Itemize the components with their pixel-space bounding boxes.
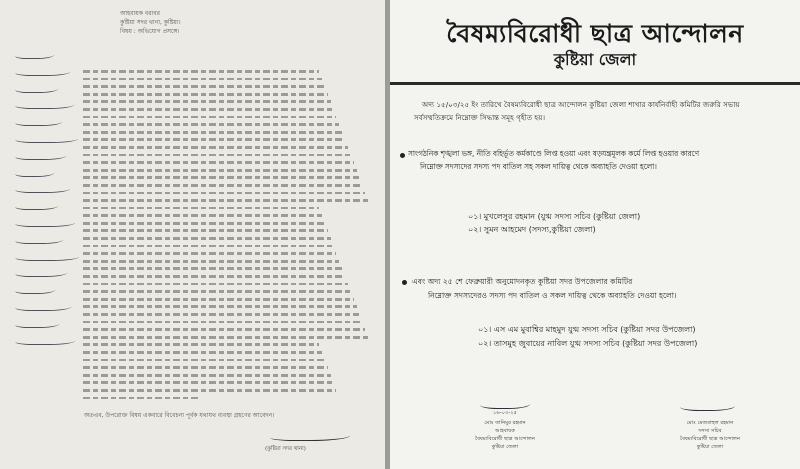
- illegible-text-line: [83, 397, 198, 400]
- illegible-text-line: [83, 138, 345, 141]
- illegible-text-line: [83, 313, 359, 316]
- handwritten-note-line: [14, 199, 61, 210]
- handwritten-note-line: [14, 283, 57, 294]
- illegible-text-line: [83, 222, 325, 225]
- illegible-text-line: [83, 78, 322, 81]
- handwritten-note-line: [14, 98, 76, 109]
- handwritten-note-line: [14, 132, 81, 143]
- illegible-text-line: [83, 381, 334, 384]
- handwritten-note-line: [14, 300, 74, 311]
- signer-district: কুষ্টিয়া জেলা: [491, 444, 519, 450]
- illegible-text-line: [83, 389, 336, 392]
- illegible-text-line: [83, 169, 357, 172]
- illegible-text-line: [83, 374, 331, 377]
- illegible-text-line: [83, 123, 339, 126]
- illegible-text-line: [83, 207, 319, 210]
- handwritten-margin-notes: [16, 48, 86, 350]
- illegible-text-line: [83, 283, 348, 286]
- illegible-text-line: [83, 245, 334, 248]
- letter-body-text: [83, 70, 371, 404]
- expelled-member: ০২। সুমন আহমেদ (সদস্য,কুষ্টিয়া জেলা): [468, 225, 596, 234]
- illegible-text-line: [83, 298, 354, 301]
- handwritten-note-line: [14, 48, 56, 59]
- illegible-text-line: [83, 161, 354, 164]
- signer-name: মোঃ মেজবাহুল রহমান: [686, 420, 734, 426]
- illegible-text-line: [83, 229, 328, 232]
- signer-role: আহবায়ক: [495, 428, 515, 434]
- section-1-text: নিম্নোক্ত সদস্যদের সদস্য পদ বাতিল সহ সকল দায়িত্ব থেকে অব্যাহতি দেওয়া হলো।: [420, 162, 657, 171]
- illegible-text-line: [83, 237, 331, 240]
- illegible-text-line: [83, 192, 365, 195]
- bullet-icon: [400, 153, 405, 158]
- illegible-text-line: [83, 305, 357, 308]
- letter-signature-caption: (কুষ্টিয়া সদর থানা): [265, 446, 306, 452]
- member-secretary-signature: [680, 400, 735, 411]
- handwritten-note-line: [14, 182, 73, 193]
- illegible-text-line: [83, 290, 351, 293]
- header-rule: [390, 82, 800, 85]
- handwritten-note-line: [14, 250, 81, 261]
- illegible-text-line: [83, 336, 368, 339]
- illegible-text-line: [83, 359, 325, 362]
- illegible-text-line: [83, 131, 342, 134]
- handwritten-note-line: [14, 65, 72, 76]
- illegible-text-line: [83, 275, 345, 278]
- illegible-text-line: [83, 260, 339, 263]
- expelled-member: ০১। এস এম মুবাশ্বির মাহমুদ যুগ্ম সদস্য সচিব (কুষ্টিয়া সদর উপজেলা): [478, 325, 696, 334]
- section-1-text: সাংগঠনিক শৃঙ্খলা ভঙ্গ, নীতি বহির্ভূত কর্মকাণ্ডে লিপ্ত হওয়া এবং ষড়যন্ত্রমূলক কর্মে লিপ্ত হওয়ার কারণে: [408, 149, 700, 158]
- signer-org: বৈষম্যবিরোধী ছাত্র আন্দোলন: [680, 436, 740, 442]
- org-title: বৈষম্যবিরোধী ছাত্র আন্দোলন: [446, 19, 744, 48]
- bullet-icon: [402, 280, 407, 285]
- illegible-text-line: [83, 214, 322, 217]
- letter-closing: অতএব, উপরোক্ত বিষয় একবারে বিবেচনা পূর্বক যথাযথ ব্যবস্থা গ্রহণের আবেদন।: [84, 412, 275, 419]
- signer-name: মোঃ তানিমুর রহমান: [484, 420, 526, 426]
- illegible-text-line: [83, 328, 365, 331]
- letter-address-line: আহবায়ক বরাবর: [120, 10, 160, 17]
- illegible-text-line: [83, 146, 348, 149]
- complaint-letter-photo: [0, 0, 385, 469]
- handwritten-note-line: [14, 149, 69, 160]
- illegible-text-line: [83, 267, 342, 270]
- illegible-text-line: [83, 351, 322, 354]
- signature-date: ১৬-০৩-২৫: [493, 410, 517, 416]
- section-2-text: নিম্নোক্ত সদস্যদেরও সদস্য পদ বাতিল ও সকল দায়িত্ব থেকে অব্যাহতি দেওয়া হলো।: [428, 291, 677, 300]
- illegible-text-line: [83, 184, 362, 187]
- expelled-member: ০১। মুখলেসুর রহমান (যুগ্ম সদস্য সচিব (কুষ্টিয়া জেলা): [468, 212, 641, 221]
- handwritten-note-line: [14, 317, 62, 328]
- letter-signature: [270, 430, 350, 441]
- letter-address-line: কুষ্টিয়া সদর থানা, কুষ্টিয়া।: [120, 19, 181, 26]
- handwritten-note-line: [14, 216, 77, 227]
- illegible-text-line: [83, 70, 319, 73]
- illegible-text-line: [83, 108, 334, 111]
- illegible-text-line: [83, 176, 359, 179]
- illegible-text-line: [83, 154, 351, 157]
- convener-signature: [480, 398, 530, 409]
- expelled-member: ০২। তাসমুহ জুবায়ের নাবিল যুগ্ম সদস্য সচিব (কুষ্টিয়া সদর উপজেলা): [478, 339, 698, 348]
- illegible-text-line: [83, 93, 328, 96]
- handwritten-note-line: [14, 266, 69, 277]
- signer-role: সদস্য সচিব: [698, 428, 722, 434]
- signer-org: বৈষম্যবিরোধী ছাত্র আন্দোলন: [475, 436, 535, 442]
- letter-subject-line: বিষয় : অভিযোগ প্রসঙ্গে।: [120, 28, 180, 35]
- signer-district: কুষ্টিয়া জেলা: [696, 444, 724, 450]
- illegible-text-line: [83, 116, 336, 119]
- illegible-text-line: [83, 366, 328, 369]
- handwritten-note-line: [14, 82, 60, 93]
- illegible-text-line: [83, 252, 336, 255]
- illegible-text-line: [83, 321, 362, 324]
- illegible-text-line: [83, 85, 325, 88]
- handwritten-note-line: [14, 334, 78, 345]
- section-2-text: এবং অদ্য ২৫ শে ফেব্রুয়ারী অনুমোদনকৃত কুষ্টিয়া সদর উপজেলার কমিটির: [412, 277, 633, 286]
- intro-text: অদ্য ১৫/০৩/২৫ ইং তারিখে বৈষম্যবিরোধী ছাত্র আন্দোলন কুষ্টিয়া জেলা শাখার কার্যনির্বাহী কমিটির জরুরি সভায়: [422, 100, 740, 109]
- handwritten-note-line: [14, 115, 64, 126]
- handwritten-note-line: [14, 233, 65, 244]
- handwritten-note-line: [14, 166, 57, 177]
- illegible-text-line: [83, 343, 319, 346]
- intro-text: সর্বসম্মতিক্রমে নিম্নোক্ত সিদ্ধান্ত সমূহ গৃহীত হয়।: [414, 113, 546, 122]
- illegible-text-line: [83, 199, 368, 202]
- district-subtitle: কুষ্টিয়া জেলা: [553, 50, 637, 69]
- notice-document: [390, 0, 800, 469]
- illegible-text-line: [83, 100, 331, 103]
